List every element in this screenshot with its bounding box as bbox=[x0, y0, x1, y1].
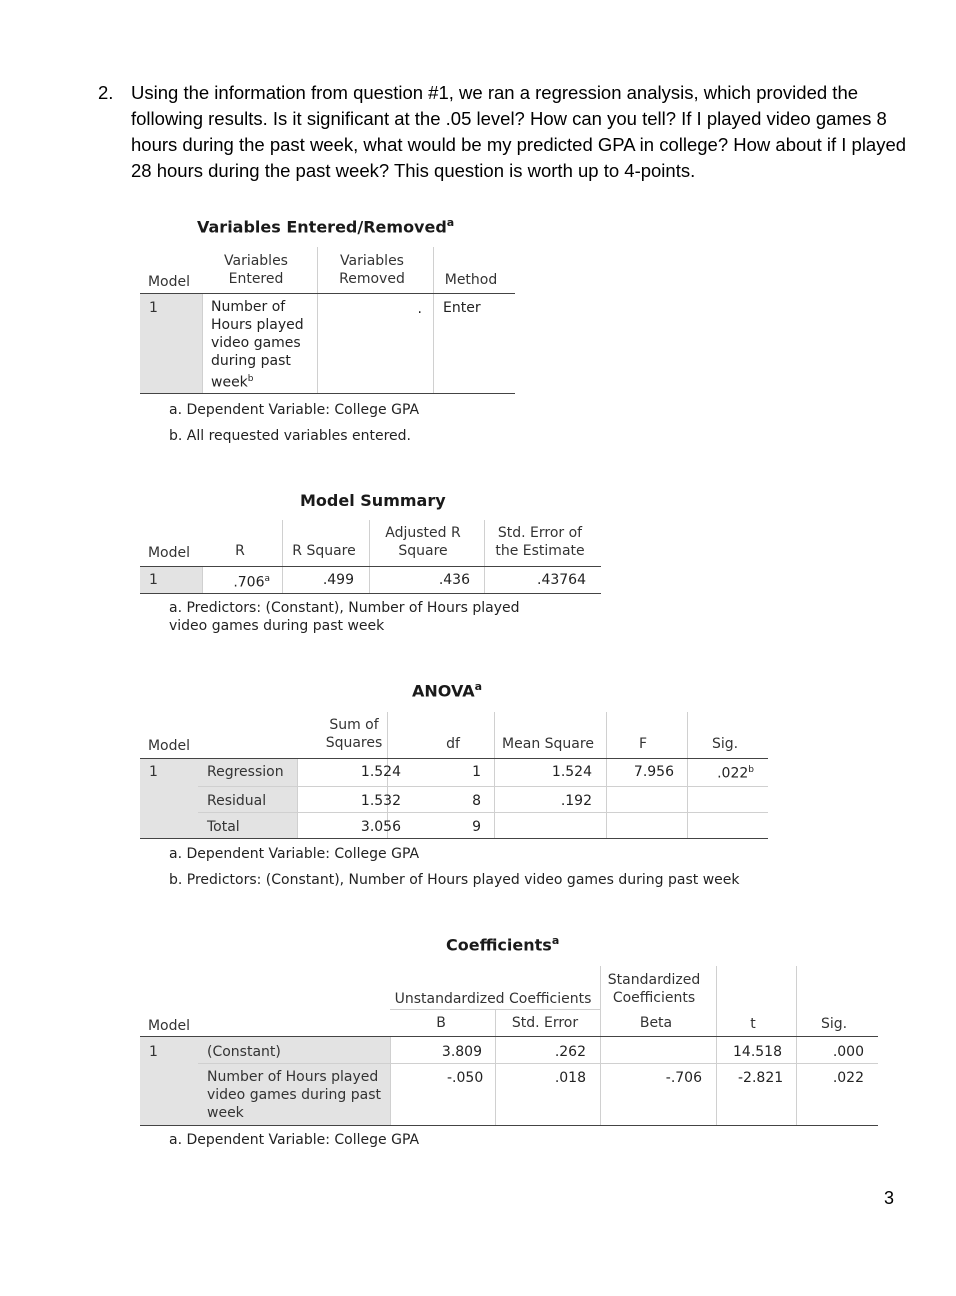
cell-df: 9 bbox=[472, 819, 481, 835]
row-label: Regression bbox=[207, 764, 284, 780]
row-label: Number of Hours played video games during past week bbox=[207, 1069, 382, 1121]
row-model-number: 1 bbox=[149, 764, 158, 780]
cell-std-error: .018 bbox=[554, 1070, 586, 1086]
cell-sum-of-squares: 1.532 bbox=[360, 793, 401, 809]
header-std-error: Std. Error of the Estimate bbox=[495, 525, 585, 559]
header-sum-of-squares: Sum of Squares bbox=[325, 717, 383, 751]
cell-mean-square: .192 bbox=[560, 793, 592, 809]
header-adjusted-r-square: Adjusted R Square bbox=[385, 525, 461, 559]
footnote-a: a. Dependent Variable: College GPA bbox=[169, 846, 420, 862]
header-r-square: R Square bbox=[292, 543, 356, 559]
header-f: F bbox=[638, 736, 648, 752]
footnote-a: a. Dependent Variable: College GPA bbox=[169, 1132, 420, 1148]
question-text: Using the information from question #1, we ran a regression analysis, which provided the following results. Is it significant at the .05 level? How can you tell? If I played video games 8 hours during the past week, what would be my predicted GPA in college? How about if I played 28 hours during the past week? This question is worth up to 4-points. bbox=[131, 82, 907, 181]
cell-df: 1 bbox=[472, 764, 481, 780]
header-t: t bbox=[750, 1016, 756, 1032]
table-title: Model Summary bbox=[300, 491, 446, 510]
cell-mean-square: 1.524 bbox=[551, 764, 592, 780]
header-std-error: Std. Error bbox=[511, 1015, 579, 1031]
header-model: Model bbox=[147, 545, 191, 561]
cell-df: 8 bbox=[472, 793, 481, 809]
cell-sig: .022$^b$ bbox=[717, 765, 754, 782]
cell-sig: .022 bbox=[832, 1070, 864, 1086]
row-r-square: .499 bbox=[322, 572, 354, 588]
header-variables-entered: Variables Entered bbox=[224, 253, 288, 287]
page-number: 3 bbox=[884, 1188, 895, 1208]
header-variables-removed: Variables Removed bbox=[339, 253, 405, 287]
table-title: ANOVA$^a$ bbox=[412, 680, 483, 701]
footnote-a: a. Dependent Variable: College GPA bbox=[169, 402, 420, 418]
header-df: df bbox=[446, 736, 460, 752]
row-model-number: 1 bbox=[149, 572, 158, 588]
header-sig: Sig. bbox=[711, 736, 739, 752]
table-title: Variables Entered/Removed$^a$ bbox=[197, 216, 455, 237]
footnote-b: b. All requested variables entered. bbox=[169, 428, 411, 444]
row-std-error: .43764 bbox=[537, 572, 586, 588]
row-label: Residual bbox=[207, 793, 267, 809]
header-beta: Beta bbox=[639, 1015, 673, 1031]
row-variables-entered: Number of Hours played video games during past week$^b$ bbox=[211, 299, 304, 391]
row-model-number: 1 bbox=[149, 1044, 158, 1060]
cell-sig: .000 bbox=[832, 1044, 864, 1060]
header-standardized: Standardized Coefficients bbox=[607, 972, 701, 1006]
header-model: Model bbox=[147, 1018, 191, 1034]
header-sig: Sig. bbox=[820, 1016, 848, 1032]
cell-b: 3.809 bbox=[441, 1044, 482, 1060]
row-label: (Constant) bbox=[207, 1044, 281, 1060]
cell-sum-of-squares: 1.524 bbox=[360, 764, 401, 780]
header-mean-square: Mean Square bbox=[502, 736, 594, 752]
cell-t: -2.821 bbox=[738, 1070, 784, 1086]
cell-t: 14.518 bbox=[733, 1044, 782, 1060]
row-label: Total bbox=[207, 819, 240, 835]
row-method: Enter bbox=[443, 300, 481, 316]
row-r: .706$^a$ bbox=[233, 574, 270, 591]
row-variables-removed: . bbox=[417, 301, 422, 317]
header-unstandardized: Unstandardized Coefficients bbox=[394, 991, 592, 1007]
header-r: R bbox=[235, 543, 245, 559]
footnote-a: a. Predictors: (Constant), Number of Hours played video games during past week bbox=[169, 600, 520, 634]
question-number: 2. bbox=[98, 82, 114, 103]
header-method: Method bbox=[444, 272, 498, 288]
row-adjusted-r-square: .436 bbox=[438, 572, 470, 588]
cell-std-error: .262 bbox=[554, 1044, 586, 1060]
row-model-number: 1 bbox=[149, 300, 158, 316]
cell-b: -.050 bbox=[447, 1070, 484, 1086]
cell-sum-of-squares: 3.056 bbox=[360, 819, 401, 835]
cell-f: 7.956 bbox=[633, 764, 674, 780]
cell-beta: -.706 bbox=[665, 1070, 702, 1086]
table-title: Coefficients$^a$ bbox=[446, 934, 560, 955]
header-model: Model bbox=[147, 738, 191, 754]
footnote-b: b. Predictors: (Constant), Number of Hours played video games during past week bbox=[169, 872, 740, 888]
header-model: Model bbox=[147, 274, 191, 290]
header-b: B bbox=[436, 1015, 446, 1031]
